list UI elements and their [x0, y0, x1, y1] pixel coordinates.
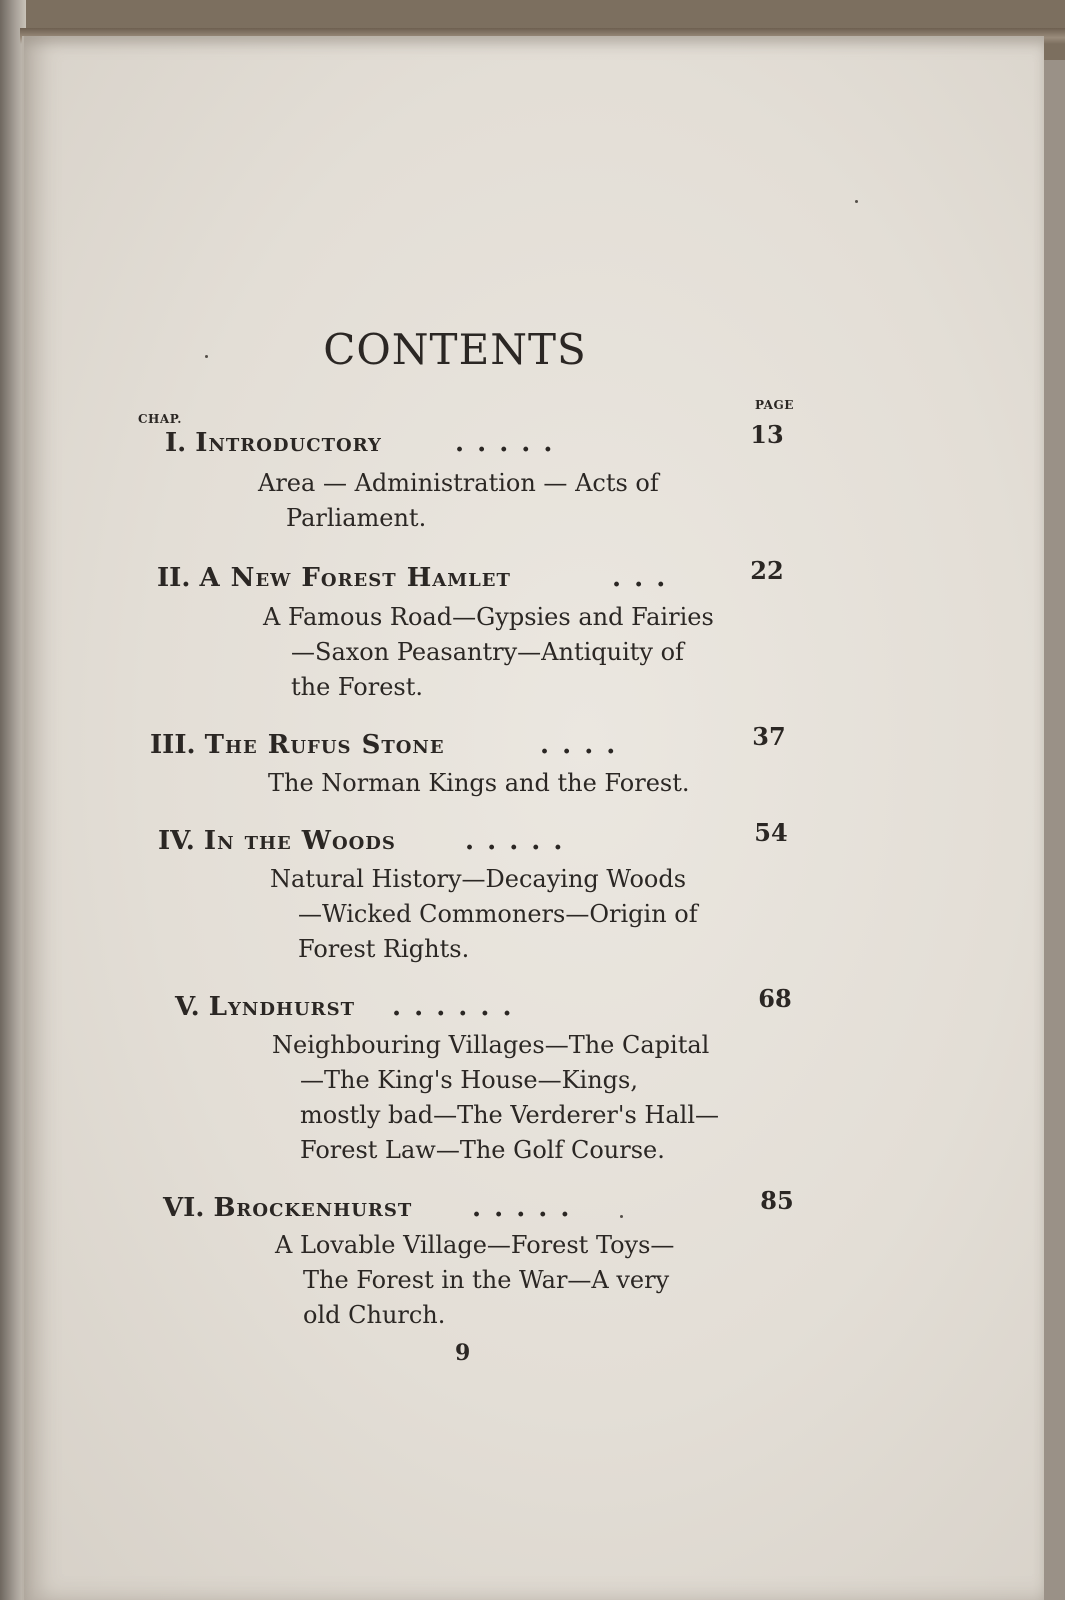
chapter-description [258, 466, 713, 536]
chapter-title: Introductory [195, 428, 382, 458]
dot-leaders: . . . [612, 563, 668, 593]
chapter-numeral: V. [175, 992, 200, 1022]
chapter-title: Brockenhurst [213, 1193, 413, 1223]
paper-speck [620, 1215, 623, 1218]
description-line: The Norman Kings and the Forest. [268, 769, 690, 797]
chapter-title: Lyndhurst [208, 992, 355, 1022]
paper-speck [205, 355, 208, 358]
chapter-heading [175, 992, 355, 1022]
description-line: —Saxon Peasantry—Antiquity of [291, 638, 684, 666]
chapter-description [263, 600, 718, 705]
page-number: 13 [750, 420, 784, 449]
description-line: old Church. [303, 1301, 446, 1329]
description-line: —Wicked Commoners—Origin of [298, 900, 698, 928]
description-line: The Forest in the War—A very [303, 1266, 670, 1294]
description-line: Neighbouring Villages—The Capital [272, 1031, 710, 1059]
paper-speck [855, 200, 858, 203]
description-line: the Forest. [291, 673, 423, 701]
chapter-numeral: IV. [158, 826, 195, 856]
dot-leaders: . . . . . . [392, 992, 514, 1022]
dot-leaders: . . . . . [465, 826, 565, 856]
description-line: Parliament. [286, 504, 427, 532]
chapter-numeral: II. [157, 563, 191, 593]
chapter-numeral: I. [165, 428, 187, 458]
chapter-description [275, 1228, 730, 1333]
chapter-heading [158, 826, 396, 856]
folio-page-number: 9 [455, 1340, 471, 1366]
description-line: Area — Administration — Acts of [258, 469, 659, 497]
page-number: 54 [754, 818, 788, 847]
chapter-description [270, 862, 725, 967]
chapter-heading [165, 428, 382, 458]
chapter-heading [157, 563, 511, 593]
chapter-heading [163, 1193, 412, 1223]
chapter-heading [150, 730, 445, 760]
description-line: Natural History—Decaying Woods [270, 865, 687, 893]
dot-leaders: . . . . [540, 730, 618, 760]
description-line: —The King's House—Kings, [300, 1066, 638, 1094]
page-number: 37 [752, 722, 786, 751]
description-line: mostly bad—The Verderer's Hall— [300, 1101, 720, 1129]
chapter-description [272, 1028, 727, 1168]
description-line: A Lovable Village—Forest Toys— [275, 1231, 675, 1259]
page-number: 68 [758, 984, 792, 1013]
description-line: A Famous Road—Gypsies and Fairies [263, 603, 714, 631]
book-page [22, 36, 1044, 1600]
page-title: CONTENTS [323, 325, 587, 374]
page-number: 22 [750, 556, 784, 585]
chapter-title: A New Forest Hamlet [199, 563, 511, 593]
page-number: 85 [760, 1186, 794, 1215]
chapter-description [268, 766, 723, 801]
chapter-column-label: CHAP. [138, 412, 182, 426]
chapter-title: The Rufus Stone [204, 730, 445, 760]
dot-leaders: . . . . . [472, 1193, 572, 1223]
chapter-numeral: III. [150, 730, 196, 760]
chapter-title: In the Woods [203, 826, 396, 856]
page-column-label: PAGE [755, 398, 794, 412]
description-line: Forest Law—The Golf Course. [300, 1136, 665, 1164]
chapter-numeral: VI. [163, 1193, 205, 1223]
description-line: Forest Rights. [298, 935, 470, 963]
dot-leaders: . . . . . [455, 428, 555, 458]
